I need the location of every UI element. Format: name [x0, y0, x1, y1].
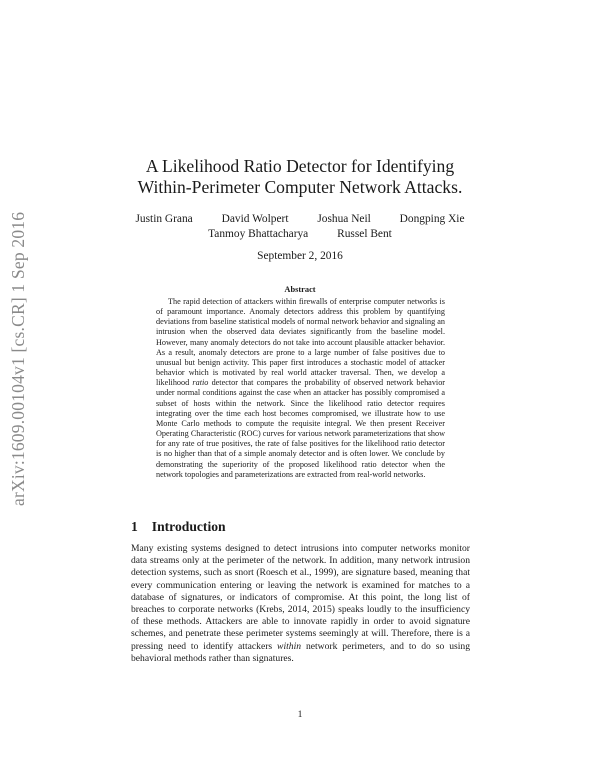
- abstract-text: [156, 297, 445, 480]
- paper-title: [80, 156, 520, 198]
- section-number: 1: [131, 519, 138, 534]
- author-row-2: [80, 227, 520, 242]
- section-heading: [131, 519, 226, 535]
- intro-text-part-2: network perimeters, and to do so using behavioral methods rather than signatures.: [131, 640, 470, 664]
- intro-text-part-1: Many existing systems designed to detect intrusions into computer networks monitor data streams only at the perimeter of the network. In addition, many network intrusion detection systems, such as snort (Roesch et al., 1999), are signature based, meaning that every communication entering or leaving the network is examined for matches to a database of signatures, or indicators of compromise. At this point, the long list of breaches to corporate networks (Krebs, 2014, 2015) speaks loudly to the insufficiency of these methods. Attackers are able to innovate rapidly in order to avoid signature schemes, and penetrate these perimeter systems seemingly at will. Therefore, there is a pressing need to identify attackers: [131, 543, 470, 652]
- title-line-2: Within-Perimeter Computer Network Attacks.: [137, 177, 463, 197]
- publication-date: September 2, 2016: [257, 250, 343, 262]
- author-row-1: [80, 212, 520, 227]
- intro-emphasis: within: [277, 640, 302, 652]
- abstract-heading: Abstract: [284, 285, 316, 294]
- author-name: Russel Bent: [337, 228, 392, 240]
- author-list: [80, 212, 520, 242]
- section-title: Introduction: [151, 519, 226, 534]
- abstract-emphasis: ratio: [192, 378, 209, 388]
- introduction-paragraph: [131, 543, 470, 665]
- author-name: David Wolpert: [221, 213, 289, 225]
- abstract-text-part-2: detector that compares the probability of observed network behavior under normal conditions against the case when an attacker has possibly compromised a subset of hosts within the network. Since the likelihood ratio detector requires integrating over the time each host becomes compromised, we illustrate how to use Monte Carlo methods to compute the requisite integral. We then present Receiver Operating Characteristic (ROC) curves for various network parameterizations that show for any rate of true positives, the rate of false positives for the likelihood ratio detector is no higher than that of a simple anomaly detector and is often lower. We conclude by demonstrating the superiority of the proposed likelihood ratio detector when the network topologies and parameterizations are extracted from real-world networks.: [156, 378, 446, 479]
- title-line-1: A Likelihood Ratio Detector for Identifying: [145, 156, 455, 176]
- arxiv-identifier-stamp: arXiv:1609.00104v1 [cs.CR] 1 Sep 2016: [8, 212, 28, 507]
- author-name: Tanmoy Bhattacharya: [208, 228, 309, 240]
- author-name: Joshua Neil: [317, 213, 371, 225]
- author-name: Dongping Xie: [399, 213, 465, 225]
- page-number: 1: [297, 709, 303, 720]
- abstract-text-part-1: The rapid detection of attackers within firewalls of enterprise computer networks is of paramount importance. Anomaly detectors address this problem by quantifying deviations from baseline statistical models of normal network behavior and signaling an intrusion when the observed data deviates significantly from the baseline model. However, many anomaly detectors do not take into account plausible attacker behavior. As a result, anomaly detectors are prone to a large number of false positives due to unusual but benign activity. This paper first introduces a stochastic model of attacker behavior which is motivated by real world attacker traversal. Then, we develop a likelihood: [156, 297, 445, 388]
- author-name: Justin Grana: [135, 213, 193, 225]
